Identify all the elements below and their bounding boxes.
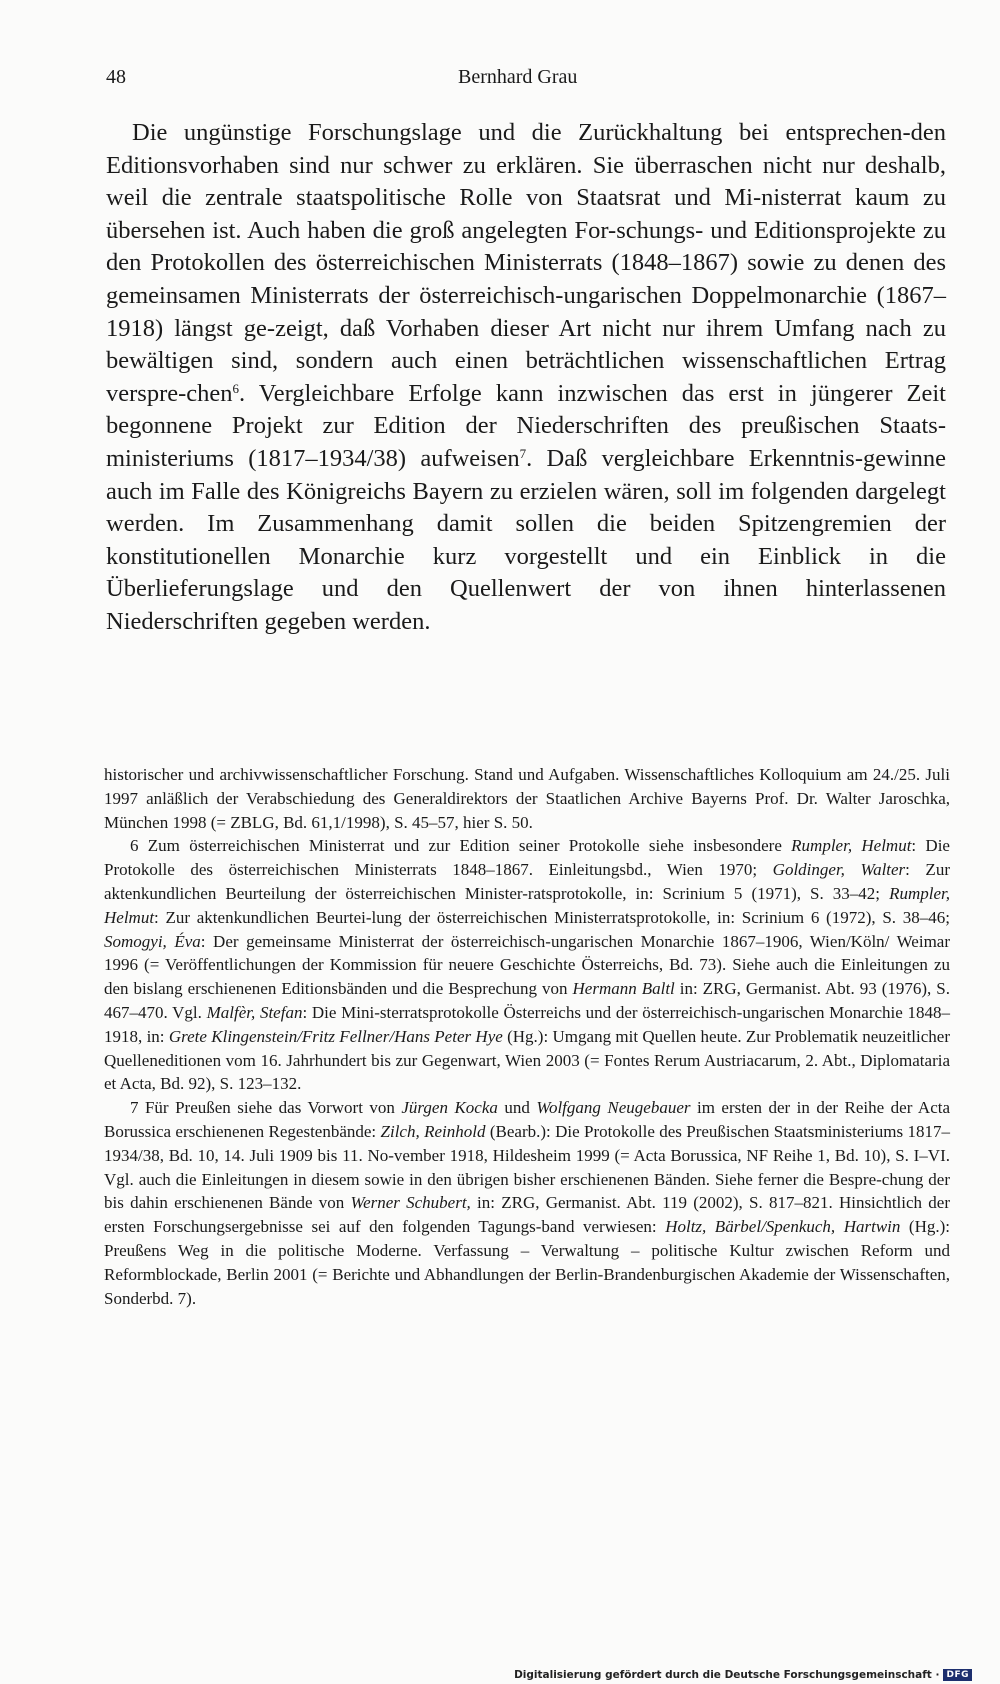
fn7-author: Wolfgang Neugebauer [536, 1098, 691, 1118]
fn6-author: Goldinger, Walter [772, 860, 906, 880]
fn6-author: Hermann Baltl [572, 979, 675, 999]
dfg-logo: DFG [943, 1669, 972, 1681]
fn7-text: in: ZRG, Germanist. Abt. 119 (2002), S. 817–821. Hinsichtlich der ersten Forschungsergebnisse sei auf den folgenden Tagungs-band verwiesen: [104, 1193, 950, 1237]
footnotes [104, 763, 950, 1310]
footnote-continuation: historischer und archivwissenschaftlicher Forschung. Stand und Aufgaben. Wissenschaftliches Kolloquium am 24./25. Juli 1997 anläßlich der Verabschiedung des Generaldirektors der Staatlichen Archive Bayerns Prof. Dr. Walter Jaroschka, München 1998 (= ZBLG, Bd. 61,1/1998), S. 45–57, hier S. 50. [104, 765, 950, 832]
body-text-part-2: . Vergleichbare Erfolge kann inzwischen das erst in jüngerer Zeit begonnene Projekt zur Edition der Niederschriften des preußischen Staats-ministeriums (1817–1934/38) aufweisen [106, 379, 946, 472]
fn7-author: Zilch, Reinhold [380, 1121, 486, 1141]
fn6-text: in: ZRG, Germanist. Abt. 93 (1976), S. 467–470. Vgl. [104, 979, 950, 1022]
page-number: 48 [106, 66, 126, 88]
fn6-text: : Die Protokolle des österreichischen Ministerrats 1848–1867. Einleitungsbd., Wien 1970; [104, 836, 950, 880]
fn6-text: : Der gemeinsame Ministerrat der österreichisch-ungarischen Monarchie 1867–1906, Wien/Köln/ Weimar 1996 (= Veröffentlichungen der Kommission für neuere Geschichte Österreichs, Bd. 73). Siehe auch die Einleitungen zu den bislang erschienenen Editionsbänden und die Besprechung von [104, 931, 950, 999]
fn6-author: Malfèr, Stefan [206, 1002, 303, 1022]
fn7-text: (Hg.): Preußens Weg in die politische Moderne. Verfassung – Verwaltung – politische Kultur zwischen Reform und Reformblockade, Berlin 2001 (= Berichte und Abhandlungen der Berlin-Brandenburgischen Akademie der Wissenschaften, Sonderbd. 7). [104, 1217, 951, 1308]
credit-text: Digitalisierung gefördert durch die Deutsche Forschungsgemeinschaft · [514, 1669, 940, 1681]
body-paragraph [106, 117, 946, 639]
digitization-credit [514, 1669, 972, 1681]
fn6-author: Somogyi, Éva [104, 931, 201, 951]
fn6-text: : Zur aktenkundlichen Beurtei-lung der österreichischen Ministerratsprotokolle, in: Scrinium 6 (1972), S. 38–46; [154, 907, 950, 927]
footnote-7 [104, 1096, 950, 1310]
fn7-author: Werner Schubert, [350, 1193, 471, 1213]
fn6-text: : Zur aktenkundlichen Beurteilung der österreichischen Minister-ratsprotokolle, in: Scrinium 5 (1971), S. 33–42; [104, 860, 950, 903]
fn6-text: : Die Mini-sterratsprotokolle Österreichs und der österreichisch-ungarischen Monarchie 1848–1918, in: [104, 1002, 950, 1046]
fn6-author: Rumpler, Helmut [791, 836, 912, 856]
fn7-text: (Bearb.): Die Protokolle des Preußischen Staatsministeriums 1817–1934/38, Bd. 10, 14. Juli 1909 bis 11. No-vember 1918, Hildesheim 1999 (= Acta Borussica, NF Reihe 1, Bd. 10), S. I–VI. Vgl. auch die Einleitungen in diesem sowie in den übrigen bisher erschienenen Bänden. Siehe ferner die Bespre-chung der bis dahin erschienenen Bände von [104, 1121, 950, 1213]
footnote-ref-6[interactable]: 6 [232, 380, 240, 396]
header-author: Bernhard Grau [458, 66, 578, 88]
fn7-text: im ersten der in der Reihe der Acta Borussica erschienenen Regestenbände: [104, 1098, 951, 1141]
body-text-part-3: . Daß vergleichbare Erkenntnis-gewinne auch im Falle des Königreichs Bayern zu erzielen wären, soll im folgenden dargelegt werden. Im Zusammenhang damit sollen die beiden Spitzengremien der konstitutionellen Monarchie kurz vorgestellt und ein Einblick in die Überlieferungslage und den Quellenwert der von ihnen hinterlassenen Niederschriften gegeben werden. [106, 444, 946, 635]
fn7-text: und [497, 1098, 537, 1118]
fn6-text: 6 Zum österreichischen Ministerrat und zur Edition seiner Protokolle siehe insbesondere [130, 836, 792, 856]
footnote-6 [104, 834, 950, 1096]
running-head [106, 66, 936, 96]
fn6-author: Grete Klingenstein/Fritz Fellner/Hans Peter Hye [168, 1026, 503, 1046]
footnote-ref-7[interactable]: 7 [519, 445, 527, 461]
fn6-text: (Hg.): Umgang mit Quellen heute. Zur Problematik neuzeitlicher Quelleneditionen vom 16. Jahrhundert bis zur Gegenwart, Wien 2003 (= Fontes Rerum Austriacarum, 2. Abt., Diplomataria et Acta, Bd. 92), S. 123–132. [104, 1026, 950, 1094]
body-text-part-1: Die ungünstige Forschungslage und die Zurückhaltung bei entsprechen-den Editionsvorhaben sind nur schwer zu erklären. Sie überraschen nicht nur deshalb, weil die zentrale staatspolitische Rolle von Staatsrat und Mi-nisterrat kaum zu übersehen ist. Auch haben die groß angelegten For-schungs- und Editionsprojekte zu den Protokollen des österreichischen Ministerrats (1848–1867) sowie zu denen des gemeinsamen Ministerrats der österreichisch-ungarischen Doppelmonarchie (1867–1918) längst ge-zeigt, daß Vorhaben dieser Art nicht nur ihrem Umfang nach zu bewältigen sind, sondern auch einen beträchtlichen wissenschaftlichen Ertrag verspre-chen [106, 119, 946, 407]
fn6-author: Rumpler, Helmut [104, 883, 950, 927]
fn7-text: 7 Für Preußen siehe das Vorwort von [130, 1098, 402, 1118]
fn7-author: Holtz, Bärbel/Spenkuch, Hartwin [665, 1217, 901, 1237]
fn7-author: Jürgen Kocka [401, 1098, 498, 1118]
